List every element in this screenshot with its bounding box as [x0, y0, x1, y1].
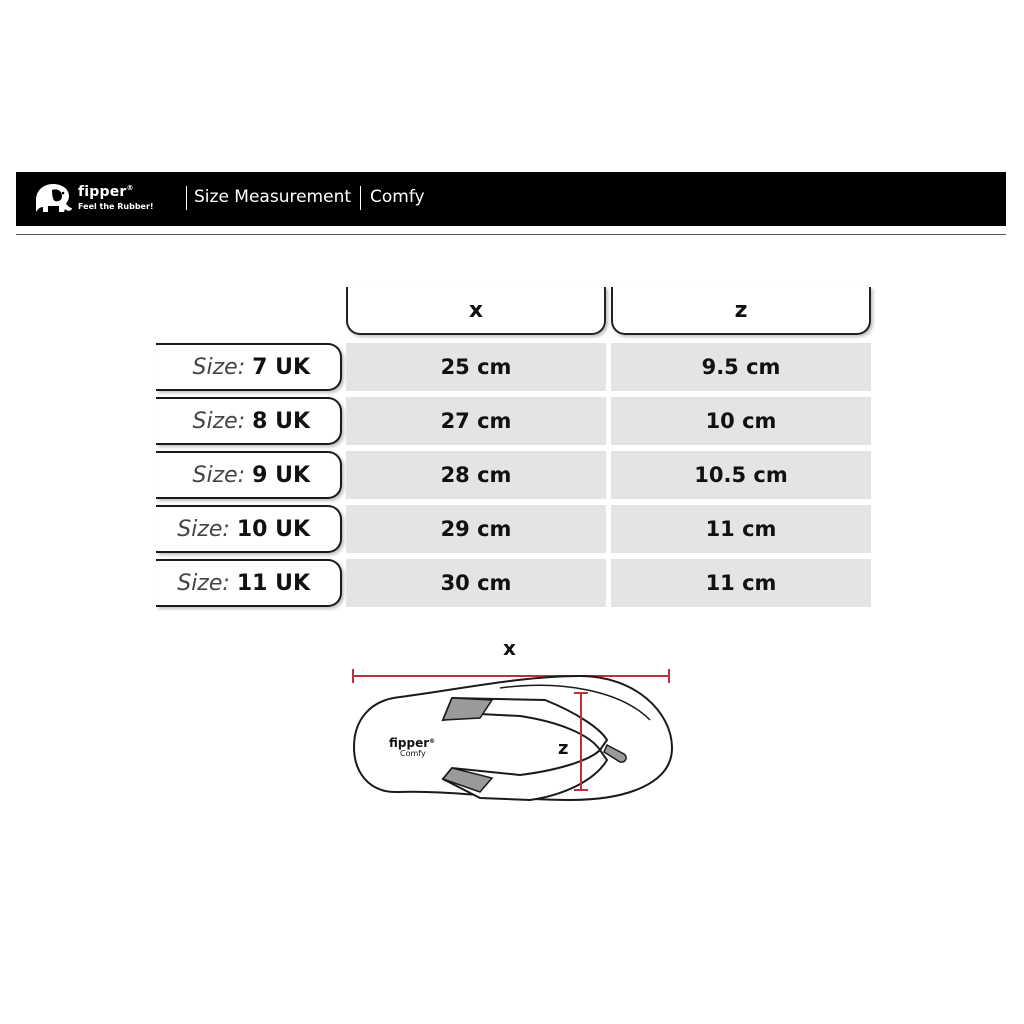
table-cell-z: 9.5 cm	[611, 343, 871, 391]
header-bar	[16, 172, 1006, 226]
brand-logo[interactable]	[32, 182, 162, 216]
table-cell-x: 27 cm	[346, 397, 606, 445]
size-label-7: Size: 7 UK	[156, 343, 342, 391]
size-label-9: Size: 9 UK	[156, 451, 342, 499]
brand-tagline: Feel the Rubber!	[78, 202, 154, 211]
sole-brand-text: fipper®	[389, 736, 436, 750]
header-divider	[16, 234, 1006, 235]
table-cell-x: 28 cm	[346, 451, 606, 499]
breadcrumb-divider	[186, 186, 187, 210]
flip-flop-diagram	[340, 630, 690, 820]
table-cell-z: 10.5 cm	[611, 451, 871, 499]
size-label-8: Size: 8 UK	[156, 397, 342, 445]
table-cell-z: 10 cm	[611, 397, 871, 445]
breadcrumb-divider	[360, 186, 361, 210]
z-dimension-label: z	[558, 738, 569, 759]
brand-name: fipper®	[78, 184, 134, 200]
table-cell-x: 29 cm	[346, 505, 606, 553]
size-label-10: Size: 10 UK	[156, 505, 342, 553]
breadcrumb-comfy: Comfy	[370, 187, 425, 207]
table-cell-x: 25 cm	[346, 343, 606, 391]
sole-model-text: Comfy	[400, 749, 426, 758]
elephant-icon	[32, 182, 74, 216]
table-cell-z: 11 cm	[611, 505, 871, 553]
table-cell-z: 11 cm	[611, 559, 871, 607]
table-cell-x: 30 cm	[346, 559, 606, 607]
x-dimension-label: x	[503, 636, 516, 660]
size-label-11: Size: 11 UK	[156, 559, 342, 607]
column-header-x: x	[346, 287, 606, 335]
column-header-z: z	[611, 287, 871, 335]
breadcrumb-size-measurement: Size Measurement	[194, 187, 352, 207]
